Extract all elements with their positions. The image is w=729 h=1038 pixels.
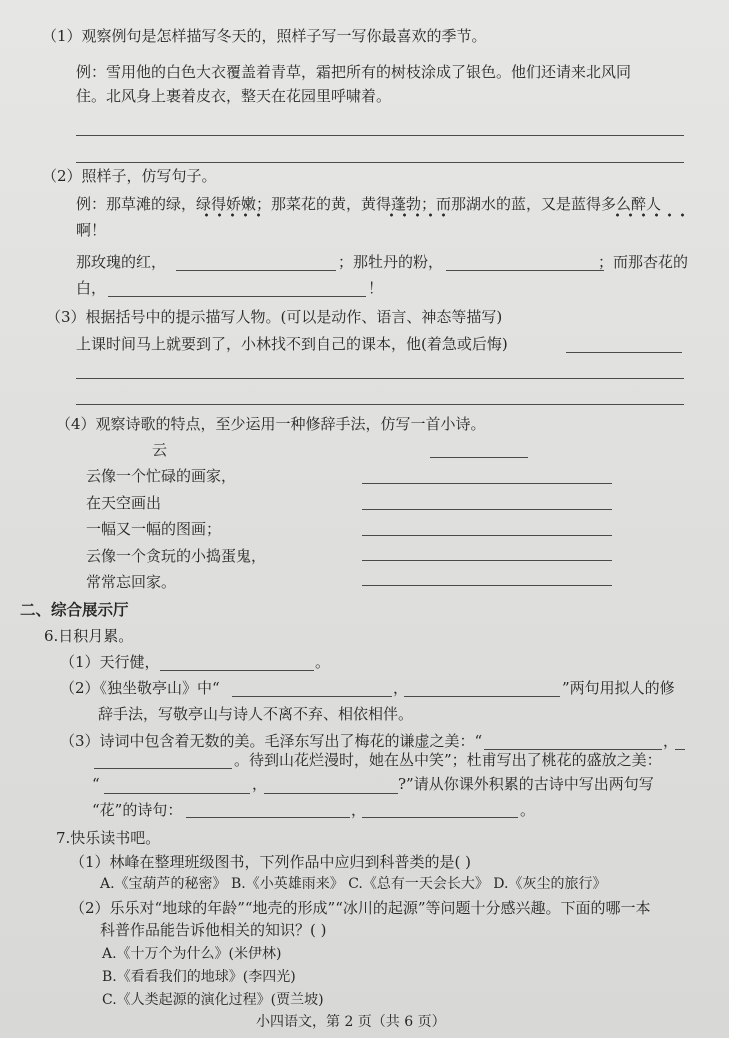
q6-s3-blank-4[interactable] [264, 793, 398, 794]
emphasis-dots [385, 213, 449, 217]
q2-blank-2[interactable] [446, 270, 604, 271]
q7-s2-line2: 科普作品能告诉他相关的知识？( ) [100, 921, 327, 939]
q6-s3-blank-1b[interactable] [675, 749, 685, 750]
q6-s1-blank[interactable] [160, 670, 314, 671]
q6-s3-a: （3）诗词中包含着无数的美。毛泽东写出了梅花的谦虚之美：“ [60, 732, 483, 750]
q7-option-c: C.《人类起源的演化过程》(贾兰坡) [102, 992, 324, 1008]
q6-s1-end: 。 [315, 653, 331, 671]
q3-prompt: （3）根据括号中的提示描写人物。(可以是动作、语言、神态等描写) [46, 308, 503, 326]
q6-s3-d: “ [92, 775, 100, 793]
q4-blank-1[interactable] [362, 483, 612, 484]
q4-blank-2[interactable] [362, 509, 612, 510]
q6-s2-blank-2[interactable] [404, 696, 560, 697]
q4-prompt: （4）观察诗歌的特点，至少运用一种修辞手法，仿写一首小诗。 [56, 415, 486, 433]
q3-answer-line-2[interactable] [76, 378, 684, 379]
q4-blank-4[interactable] [362, 560, 612, 561]
q7-option-b: B.《看看我们的地球》(李四光) [102, 969, 296, 985]
q6-s3-blank-6[interactable] [362, 817, 518, 818]
q6-s3-h: ， [351, 801, 367, 819]
poem-line-4: 云像一个贪玩的小捣蛋鬼， [86, 547, 267, 565]
q6-s3-i: 。 [520, 801, 536, 819]
q2-fill-part2: ；那牡丹的粉， [338, 253, 444, 271]
q7-s1: （1）林峰在整理班级图书，下列作品中应归到科普类的是( ) [70, 853, 472, 871]
poem-line-5: 常常忘回家。 [86, 573, 177, 591]
q4-blank-5[interactable] [362, 585, 612, 586]
q6-s3-e: ， [252, 775, 268, 793]
q6-s3-blank-5[interactable] [186, 817, 350, 818]
q6-s3-c: 。待到山花烂漫时，她在丛中笑”；杜甫写出了桃花的盛放之美： [234, 751, 662, 769]
q6-s3-f: ?”请从你课外积累的古诗中写出两句写 [398, 775, 654, 793]
q6-s2-d: 辞手法，写敬亭山与诗人不离不弃、相依相伴。 [98, 705, 414, 723]
q1-answer-line-1[interactable] [76, 135, 684, 136]
q6-s3-blank-3[interactable] [104, 793, 250, 794]
poem-line-1: 云像一个忙碌的画家， [86, 467, 237, 485]
q4-blank-3[interactable] [362, 535, 612, 536]
q7-s2-line1: （2）乐乐对“地球的年龄”“地壳的形成”“冰川的起源”等问题十分感兴趣。下面的哪一本 [70, 899, 651, 917]
q2-example-line1: 例：那草滩的绿，绿得娇嫩；那菜花的黄，黄得蓬勃；而那湖水的蓝，又是蓝得多么醉人 [76, 195, 662, 213]
q6-s2-a: （2）《独坐敬亭山》中“ [60, 679, 220, 697]
q2-fill-part3: ；而那杏花的 [598, 253, 689, 271]
q7-option-a: A.《十万个为什么》(米伊林) [102, 946, 282, 962]
q6-s2-c: ”两句用拟人的修 [562, 679, 675, 697]
emphasis-dots [611, 213, 691, 217]
q1-answer-line-2[interactable] [76, 162, 684, 163]
q2-fill-part4: 白， [76, 279, 107, 297]
q1-prompt: （1）观察例句是怎样描写冬天的，照样子写一写你最喜欢的季节。 [42, 27, 487, 45]
page-footer: 小四语文，第 2 页（共 6 页） [256, 1014, 446, 1030]
q7-s1-options: A.《宝葫芦的秘密》 B.《小英雄雨来》 C.《总有一天会长大》 D.《灰尘的旅行》 [100, 876, 607, 892]
q7-title: 7.快乐读书吧。 [56, 829, 161, 847]
q6-s3-g: “花”的诗句： [92, 801, 183, 819]
q6-s3-blank-2[interactable] [94, 768, 232, 769]
q2-blank-3[interactable] [108, 296, 366, 297]
q3-stem: 上课时间马上就要到了，小林找不到自己的课本，他(着急或后悔) [76, 335, 508, 353]
q6-s2-b: ， [393, 679, 409, 697]
q2-blank-1[interactable] [176, 270, 336, 271]
poem-title: 云 [152, 441, 168, 459]
q2-example-line2: 啊！ [76, 221, 107, 239]
q2-prompt: （2）照样子，仿写句子。 [42, 167, 217, 185]
q6-s1: （1）天行健， [60, 653, 160, 671]
q3-answer-line-3[interactable] [76, 404, 684, 405]
q3-answer-line-1[interactable] [566, 352, 682, 353]
q6-s2-blank-1[interactable] [232, 696, 392, 697]
q4-title-blank[interactable] [430, 457, 528, 458]
q2-fill-part1: 那玫瑰的红， [76, 253, 167, 271]
poem-line-3: 一幅又一幅的图画； [86, 520, 222, 538]
q6-s3-b: ， [663, 732, 679, 750]
section-heading: 二、综合展示厅 [20, 600, 129, 619]
q1-example-line2: 住。北风身上裹着皮衣，整天在花园里呼啸着。 [76, 87, 392, 105]
emphasis-dots [200, 213, 264, 217]
poem-line-2: 在天空画出 [86, 494, 162, 512]
q6-title: 6.日积月累。 [44, 627, 134, 645]
q2-fill-end: ！ [368, 279, 384, 297]
q1-example-line1: 例：雪用他的白色大衣覆盖着青草，霜把所有的树枝涂成了银色。他们还请来北风同 [76, 63, 632, 81]
